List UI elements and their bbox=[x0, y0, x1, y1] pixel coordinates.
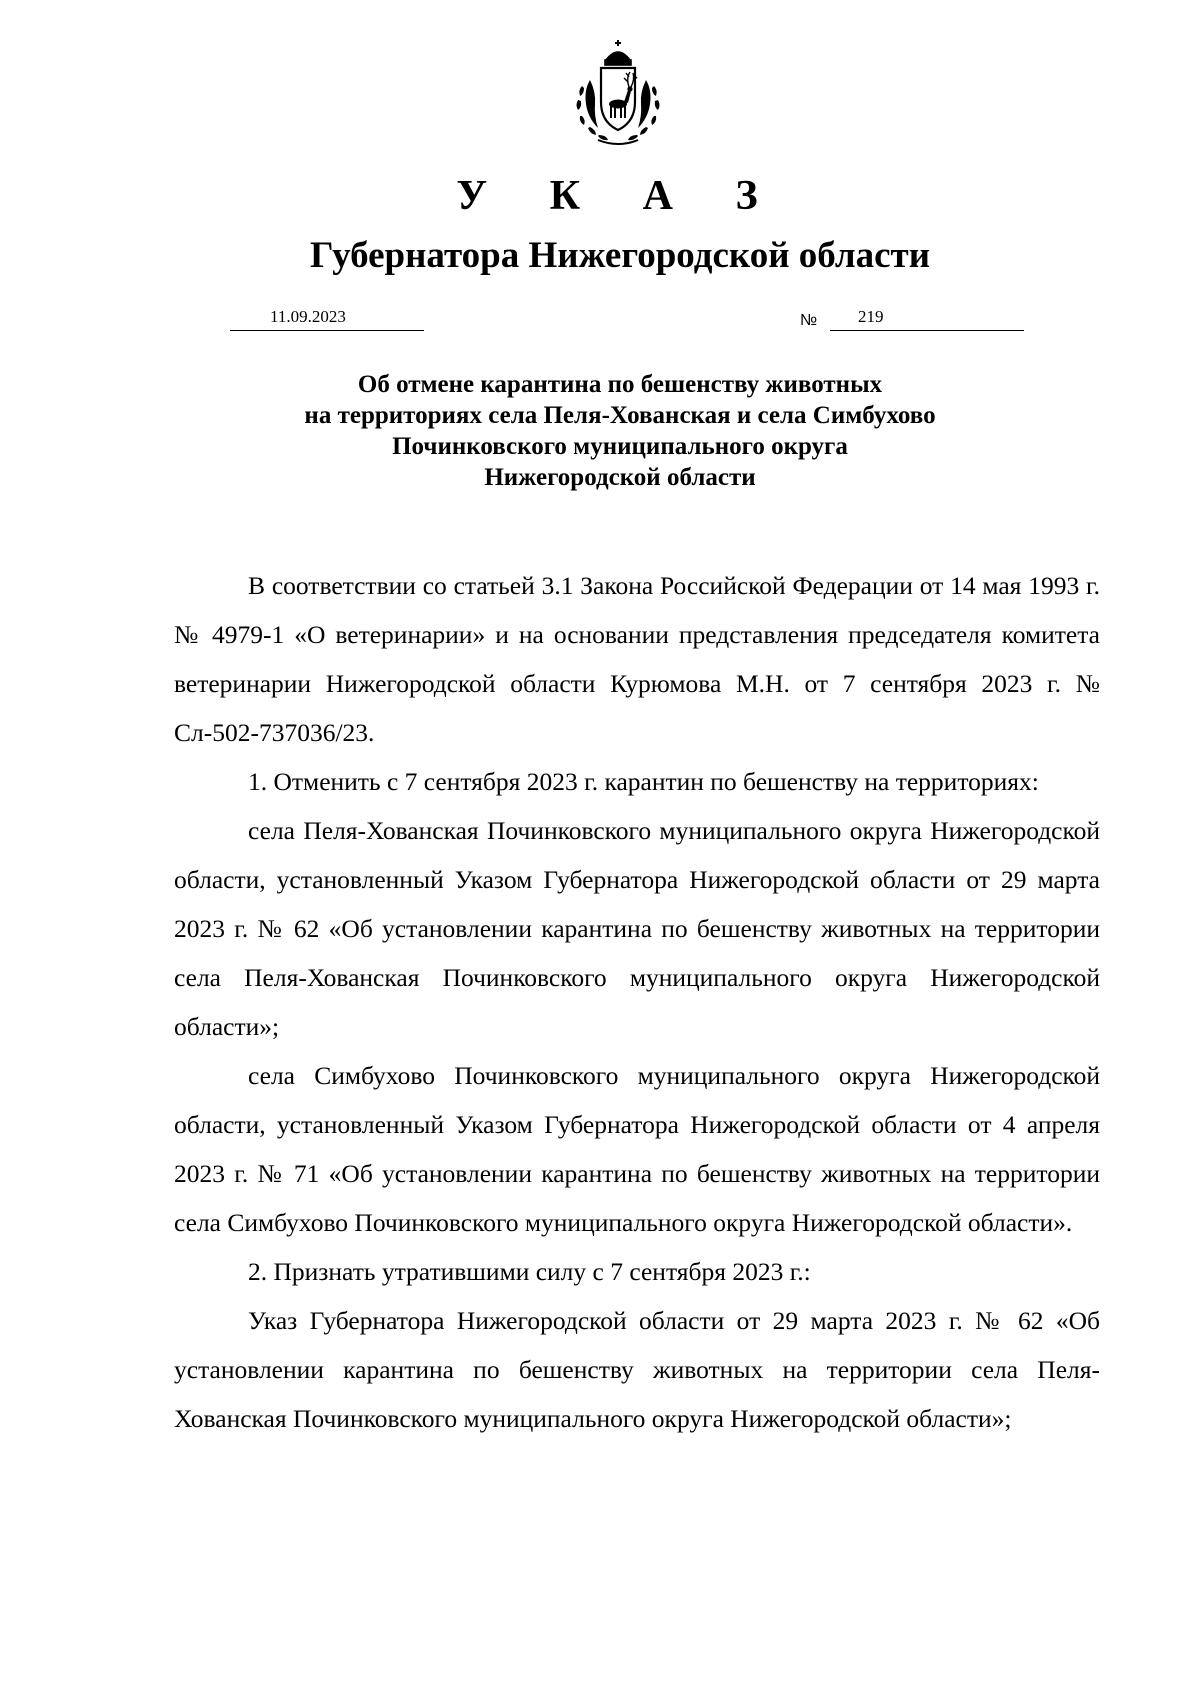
item-2-paragraph: 2. Признать утратившими силу с 7 сентября 2023 г.: bbox=[248, 1257, 811, 1286]
document-title bbox=[0, 369, 1200, 493]
date-value: 11.09.2023 bbox=[270, 307, 346, 326]
number-sign-label: № bbox=[800, 312, 818, 329]
document-body bbox=[174, 561, 1100, 1443]
title-line: Починковского муниципального округа bbox=[392, 433, 848, 460]
preamble-paragraph: В соответствии со статьей 3.1 Закона Российской Федерации от 14 мая 1993 г. № 4979-1 «О ветеринарии» и на основании представления председателя комитета ветеринарии Нижегородской области Курюмова М.Н. от 7 сентября 2023 г. № Сл-502-737036/23. bbox=[174, 571, 1100, 747]
number-line bbox=[830, 306, 1024, 331]
title-line: Об отмене карантина по бешенству животных bbox=[357, 371, 883, 398]
number-field bbox=[800, 306, 1024, 330]
subitem-simbukhovo-paragraph: села Симбухово Починковского муниципального округа Нижегородской области, установленный Указом Губернатора Нижегородской области от 4 апреля 2023 г. № 71 «Об установлении карантина по бешенству животных на территории села Симбухово Починковского муниципального округа Нижегородской области». bbox=[174, 1061, 1100, 1237]
item-1-paragraph: 1. Отменить с 7 сентября 2023 г. карантин по бешенству на территориях: bbox=[248, 767, 1039, 796]
title-line: Нижегородской области bbox=[484, 464, 756, 491]
document-type-heading: У К А З bbox=[456, 173, 784, 219]
title-line: на территориях села Пеля-Хованская и села Симбухово bbox=[304, 402, 936, 429]
repealed-decree-paragraph: Указ Губернатора Нижегородской области от 29 марта 2023 г. № 62 «Об установлении карантина по бешенству животных на территории села Пеля-Хованская Починковского муниципального округа Нижегородской области»; bbox=[174, 1306, 1100, 1433]
issuer-heading: Губернатора Нижегородской области bbox=[309, 235, 931, 276]
subitem-pelya-khovanskaya-paragraph: села Пеля-Хованская Починковского муниципального округа Нижегородской области, установленный Указом Губернатора Нижегородской области от 29 марта 2023 г. № 62 «Об установлении карантина по бешенству животных на территории села Пеля-Хованская Починковского муниципального округа Нижегородской области»; bbox=[174, 816, 1100, 1041]
coat-of-arms-icon bbox=[568, 40, 668, 148]
number-value: 219 bbox=[858, 307, 884, 326]
date-field bbox=[230, 306, 424, 331]
